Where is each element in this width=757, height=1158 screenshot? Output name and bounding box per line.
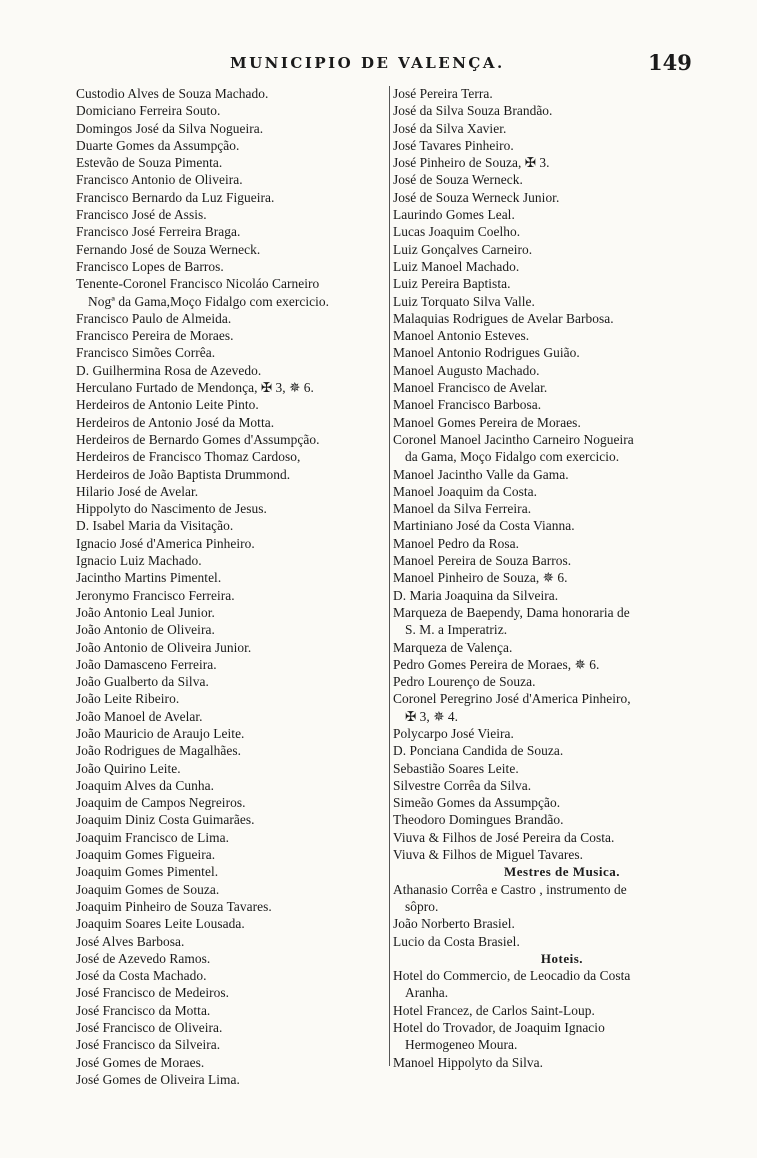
list-item: José Francisco de Oliveira. <box>76 1020 223 1036</box>
list-item: Francisco José de Assis. <box>76 207 207 223</box>
list-item: Manoel da Silva Ferreira. <box>393 501 532 517</box>
list-item: Manoel Gomes Pereira de Moraes. <box>393 414 581 430</box>
list-item: Ignacio Luiz Machado. <box>76 553 202 569</box>
list-item: José da Silva Xavier. <box>393 120 507 136</box>
list-item: Marqueza de Baependy, Dama honoraria de <box>393 604 630 620</box>
list-item: Francisco Antonio de Oliveira. <box>76 172 243 188</box>
list-item: Duarte Gomes da Assumpção. <box>76 137 240 153</box>
list-item: José Tavares Pinheiro. <box>393 137 514 153</box>
list-item: Herdeiros de Antonio Leite Pinto. <box>76 397 259 413</box>
list-item: Manoel Pinheiro de Souza, ✵ 6. <box>393 570 568 586</box>
list-item: Tenente-Coronel Francisco Nicoláo Carneiro <box>76 276 320 292</box>
list-item: ✠ 3, ✵ 4. <box>405 708 459 724</box>
list-item: Manoel Joaquim da Costa. <box>393 483 538 499</box>
section-heading-mestres: Mestres de Musica. <box>504 864 620 880</box>
list-item: Manoel Pedro da Rosa. <box>393 535 520 551</box>
list-item: Fernando José de Souza Werneck. <box>76 241 261 257</box>
list-item: João Rodrigues de Magalhães. <box>76 743 242 759</box>
list-item: Joaquim Pinheiro de Souza Tavares. <box>76 898 272 914</box>
list-item: Nogª da Gama,Moço Fidalgo com exercicio. <box>88 293 330 309</box>
list-item: João Leite Ribeiro. <box>76 691 180 707</box>
list-item: José Gomes de Moraes. <box>76 1054 205 1070</box>
list-item: Malaquias Rodrigues de Avelar Barbosa. <box>393 310 614 326</box>
list-item: José Pereira Terra. <box>393 86 493 101</box>
list-item: Simeão Gomes da Assumpção. <box>393 795 561 811</box>
list-item: Jacintho Martins Pimentel. <box>76 570 222 586</box>
list-item: Martiniano José da Costa Vianna. <box>393 518 575 534</box>
list-item: Domiciano Ferreira Souto. <box>76 103 221 119</box>
list-item: José da Silva Souza Brandão. <box>393 103 553 119</box>
list-item: José da Costa Machado. <box>76 968 207 984</box>
list-item: da Gama, Moço Fidalgo com exercicio. <box>405 449 620 465</box>
list-item: João Gualberto da Silva. <box>76 674 209 690</box>
list-item: Francisco José Ferreira Braga. <box>76 224 241 240</box>
list-item: Hotel do Trovador, de Joaquim Ignacio <box>393 1020 605 1036</box>
list-item: Luiz Torquato Silva Valle. <box>393 293 535 309</box>
list-item: Joaquim de Campos Negreiros. <box>76 795 246 811</box>
list-item: sôpro. <box>405 898 439 914</box>
list-item: Polycarpo José Vieira. <box>393 725 514 741</box>
list-item: D. Isabel Maria da Visitação. <box>76 518 234 534</box>
section-heading-hoteis: Hoteis. <box>540 950 584 966</box>
list-item: José Francisco de Medeiros. <box>76 985 230 1001</box>
list-item: Estevão de Souza Pimenta. <box>76 155 223 171</box>
list-item: Domingos José da Silva Nogueira. <box>76 120 264 136</box>
list-item: Hilario José de Avelar. <box>76 483 199 499</box>
page-number: 149 <box>648 50 692 75</box>
list-item: Lucio da Costa Brasiel. <box>393 933 520 949</box>
list-item: Jeronymo Francisco Ferreira. <box>76 587 235 603</box>
list-item: Manoel Antonio Esteves. <box>393 328 530 344</box>
list-item: D. Guilhermina Rosa de Azevedo. <box>76 362 262 378</box>
list-item: Joaquim Gomes de Souza. <box>76 881 220 897</box>
list-item: Hermogeneo Moura. <box>405 1037 518 1053</box>
list-item: Joaquim Gomes Figueira. <box>76 847 216 863</box>
list-item: João Quirino Leite. <box>76 760 181 776</box>
list-item: João Antonio de Oliveira. <box>76 622 215 638</box>
list-item: Francisco Bernardo da Luz Figueira. <box>76 189 275 205</box>
list-item: João Antonio de Oliveira Junior. <box>76 639 252 655</box>
list-item: Herculano Furtado de Mendonça, ✠ 3, ✵ 6. <box>76 380 314 396</box>
list-item: João Mauricio de Araujo Leite. <box>76 725 245 741</box>
list-item: Sebastião Soares Leite. <box>393 760 519 776</box>
list-item: Joaquim Alves da Cunha. <box>76 777 215 793</box>
list-item: S. M. a Imperatriz. <box>405 622 508 638</box>
list-item: Laurindo Gomes Leal. <box>393 207 515 223</box>
list-item: Ignacio José d'America Pinheiro. <box>76 535 255 551</box>
list-item: Joaquim Soares Leite Lousada. <box>76 916 245 932</box>
list-item: Luiz Pereira Baptista. <box>393 276 511 292</box>
list-item: Hippolyto do Nascimento de Jesus. <box>76 501 267 517</box>
list-item: Herdeiros de Bernardo Gomes d'Assumpção. <box>76 431 320 447</box>
list-item: Luiz Gonçalves Carneiro. <box>393 241 533 257</box>
list-item: Francisco Pereira de Moraes. <box>76 328 234 344</box>
list-item: Hotel do Commercio, de Leocadio da Costa <box>393 968 631 984</box>
list-item: Francisco Simões Corrêa. <box>76 345 216 361</box>
list-item: Custodio Alves de Souza Machado. <box>76 86 269 101</box>
list-item: José de Azevedo Ramos. <box>76 950 211 966</box>
list-item: Luiz Manoel Machado. <box>393 258 520 274</box>
list-item: Manoel Jacintho Valle da Gama. <box>393 466 569 482</box>
list-item: José de Souza Werneck Junior. <box>393 189 560 205</box>
list-item: Manoel Hippolyto da Silva. <box>393 1054 544 1070</box>
list-item: Manoel Antonio Rodrigues Guião. <box>393 345 580 361</box>
list-item: Pedro Gomes Pereira de Moraes, ✵ 6. <box>393 656 600 672</box>
list-item: Silvestre Corrêa da Silva. <box>393 777 532 793</box>
list-item: João Norberto Brasiel. <box>393 916 515 932</box>
list-item: José Francisco da Motta. <box>76 1002 211 1018</box>
list-item: Herdeiros de Francisco Thomaz Cardoso, <box>76 449 301 465</box>
list-item: Francisco Lopes de Barros. <box>76 258 224 274</box>
list-item: Manoel Francisco de Avelar. <box>393 380 548 396</box>
list-item: Theodoro Domingues Brandão. <box>393 812 564 828</box>
list-item: Joaquim Diniz Costa Guimarães. <box>76 812 255 828</box>
list-item: Manoel Pereira de Souza Barros. <box>393 553 572 569</box>
page-title: MUNICIPIO DE VALENÇA. <box>230 54 505 72</box>
list-item: Coronel Peregrino José d'America Pinheiro, <box>393 691 631 707</box>
list-item: Manoel Augusto Machado. <box>393 362 540 378</box>
list-item: José Alves Barbosa. <box>76 933 185 949</box>
list-item: Hotel Francez, de Carlos Saint-Loup. <box>393 1002 595 1018</box>
list-item: Joaquim Gomes Pimentel. <box>76 864 219 880</box>
list-item: D. Ponciana Candida de Souza. <box>393 743 564 759</box>
list-item: Coronel Manoel Jacintho Carneiro Nogueira <box>393 431 634 447</box>
list-item: Joaquim Francisco de Lima. <box>76 829 230 845</box>
list-item: Pedro Lourenço de Souza. <box>393 674 536 690</box>
list-item: Lucas Joaquim Coelho. <box>393 224 521 240</box>
list-item: Marqueza de Valença. <box>393 639 513 655</box>
list-item: Aranha. <box>405 985 449 1001</box>
list-item: José Pinheiro de Souza, ✠ 3. <box>393 155 550 171</box>
list-item: Viuva & Filhos de José Pereira da Costa. <box>393 829 615 845</box>
list-item: D. Maria Joaquina da Silveira. <box>393 587 559 603</box>
list-item: João Damasceno Ferreira. <box>76 656 217 672</box>
list-item: José Francisco da Silveira. <box>76 1037 221 1053</box>
left-column <box>76 85 388 1088</box>
list-item: Herdeiros de João Baptista Drummond. <box>76 466 291 482</box>
list-item: José de Souza Werneck. <box>393 172 523 188</box>
list-item: João Antonio Leal Junior. <box>76 604 215 620</box>
list-item: João Manoel de Avelar. <box>76 708 203 724</box>
list-item: Athanasio Corrêa e Castro , instrumento de <box>393 881 627 897</box>
list-item: Viuva & Filhos de Miguel Tavares. <box>393 847 584 863</box>
page-header <box>0 50 757 80</box>
column-divider <box>389 86 390 1066</box>
list-item: Francisco Paulo de Almeida. <box>76 310 232 326</box>
list-item: Manoel Francisco Barbosa. <box>393 397 542 413</box>
list-item: Herdeiros de Antonio José da Motta. <box>76 414 275 430</box>
list-item: José Gomes de Oliveira Lima. <box>76 1071 240 1087</box>
right-column <box>393 85 711 1071</box>
